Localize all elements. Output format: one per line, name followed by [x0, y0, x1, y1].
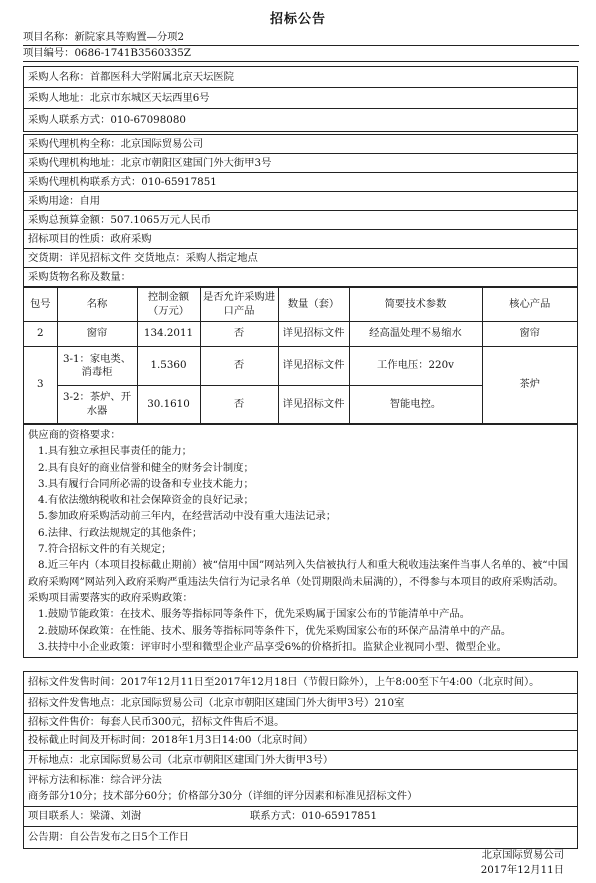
- qualification-item-8: 8.近三年内（本项目投标截止期前）被“信用中国”网站列入失信被执行人和重大税收违法案件当事人名单的、被“中国政府采购网”网站列入政府采购严重违法失信行为记录名单（处罚期限尚未届满的），不得参与本项目的政府采购活动。: [28, 559, 569, 588]
- policy-item: 1.鼓励节能政策：在技术、服务等指标同等条件下，优先采购属于国家公布的节能清单中产品。: [38, 608, 470, 621]
- cell-name: 窗帘: [57, 322, 137, 347]
- qualification-title: 供应商的资格要求：: [28, 429, 121, 441]
- purchaser-contact: 采购人联系方式：010-67098080: [28, 113, 186, 126]
- goods-table-wrapper: [24, 287, 577, 425]
- qualification-item: 4.有依法缴纳税收和社会保障资金的良好记录；: [38, 494, 254, 507]
- evaluation-method: [24, 770, 577, 807]
- cell-amount: 1.5360: [137, 347, 200, 386]
- cell-import: 否: [200, 386, 278, 424]
- contact-phone: 联系方式：010-65917851: [250, 810, 378, 823]
- goods-table: [24, 287, 577, 424]
- qualification-item: 3.具有履行合同所必需的设备和专业技术能力；: [38, 477, 254, 490]
- cell-quantity: 详见招标文件: [278, 322, 349, 347]
- project-name: 项目名称：新院家具等购置—分项2: [23, 30, 579, 46]
- bid-section: [23, 671, 578, 849]
- qualification-item: 7.符合招标文件的有关规定；: [38, 543, 172, 556]
- policy-title: 采购项目需要落实的政府采购政策：: [28, 591, 193, 604]
- cell-core: 茶炉: [482, 347, 577, 424]
- header-spec: 简要技术参数: [349, 288, 482, 322]
- purchase-budget: 采购总预算金额：507.1065万元人民币: [24, 211, 577, 230]
- cell-import: 否: [200, 322, 278, 347]
- purchase-nature: 招标项目的性质：政府采购: [24, 230, 577, 249]
- cell-amount: 30.1610: [137, 386, 200, 424]
- cell-package: 2: [24, 322, 57, 347]
- header-core: 核心产品: [482, 288, 577, 322]
- header-quantity: 数量（套）: [278, 288, 349, 322]
- purchase-delivery: 交货期：详见招标文件 交货地点：采购人指定地点: [24, 249, 577, 268]
- cell-name: 3-1：家电类、消毒柜: [57, 347, 137, 386]
- signature-org: 北京国际贸易公司: [481, 849, 564, 861]
- method-title: 评标方法和标准：综合评分法: [28, 774, 162, 786]
- policy-item: 3.扶持中小企业政策：评审时小型和微型企业产品享受6%的价格折扣。监狱企业视同小型、微型企业。: [38, 640, 507, 653]
- document-price: 招标文件售价：每套人民币300元，招标文件售后不退。: [24, 714, 577, 731]
- signature-date: 2017年12月11日: [480, 864, 564, 876]
- header-import: 是否允许采购进口产品: [200, 288, 278, 322]
- purchaser-address: 采购人地址：北京市东城区天坛西里6号: [24, 88, 577, 109]
- project-number: 项目编号：0686-1741B3560335Z: [23, 46, 579, 62]
- header-package: 包号: [24, 288, 57, 322]
- qualification-section: [24, 425, 577, 657]
- opening-place: 开标地点：北京国际贸易公司（北京市朝阳区建国门外大街甲3号）: [24, 751, 577, 770]
- cell-quantity: 详见招标文件: [278, 386, 349, 424]
- cell-import: 否: [200, 347, 278, 386]
- method-detail: 商务部分10分；技术部分60分；价格部分30分（详细的评分因素和标准见招标文件）: [28, 790, 418, 802]
- cell-amount: 134.2011: [137, 322, 200, 347]
- contact-row: [24, 807, 577, 827]
- bid-deadline: 投标截止时间及开标时间：2018年1月3日14:00（北京时间）: [24, 731, 577, 751]
- signature: [481, 848, 564, 878]
- cell-core: 窗帘: [482, 322, 577, 347]
- agency-address: 采购代理机构地址：北京市朝阳区建国门外大街甲3号: [24, 154, 577, 173]
- cell-name: 3-2：茶炉、开水器: [57, 386, 137, 424]
- header-name: 名称: [57, 288, 137, 322]
- purchaser-name: 采购人名称：首都医科大学附属北京天坛医院: [24, 67, 577, 88]
- qualification-item: 6.法律、行政法规规定的其他条件；: [38, 526, 203, 539]
- notice-period: 公告期：自公告发布之日5个工作日: [28, 831, 190, 844]
- agency-name: 采购代理机构全称：北京国际贸易公司: [24, 135, 577, 154]
- cell-spec: 经高温处理不易缩水: [349, 322, 482, 347]
- table-row: [24, 347, 577, 386]
- document-title: 招标公告: [269, 12, 326, 27]
- cell-quantity: 详见招标文件: [278, 347, 349, 386]
- goods-header-row: [24, 288, 577, 322]
- qualification-item: 1.具有独立承担民事责任的能力；: [38, 445, 192, 458]
- header-amount: 控制金额（万元）: [137, 288, 200, 322]
- contact-person: 项目联系人：梁潇、刘澍: [28, 810, 142, 823]
- sale-place: 招标文件发售地点：北京国际贸易公司（北京市朝阳区建国门外大街甲3号）210室: [24, 694, 577, 714]
- qualification-item: 5.参加政府采购活动前三年内，在经营活动中没有重大违法记录；: [38, 510, 337, 523]
- policy-item: 2.鼓励环保政策：在性能、技术、服务等指标同等条件下，优先采购国家公布的环保产品清单中的产品。: [38, 624, 512, 637]
- project-meta: [23, 30, 579, 62]
- purchaser-section: [23, 66, 578, 132]
- purchase-usage: 采购用途：自用: [24, 192, 577, 211]
- cell-package: 3: [24, 347, 57, 424]
- agency-contact: 采购代理机构联系方式：010-65917851: [24, 173, 577, 192]
- qualification-item: 2.具有良好的商业信誉和健全的财务会计制度；: [38, 461, 254, 474]
- goods-title: 采购货物名称及数量：: [24, 268, 577, 287]
- sale-time: 招标文件发售时间：2017年12月11日至2017年12月18日（节假日除外），上午8:00至下午4:00（北京时间）。: [24, 672, 577, 694]
- cell-spec: 工作电压：220v: [349, 347, 482, 386]
- cell-spec: 智能电控。: [349, 386, 482, 424]
- agency-section: [23, 134, 578, 658]
- table-row: [24, 322, 577, 347]
